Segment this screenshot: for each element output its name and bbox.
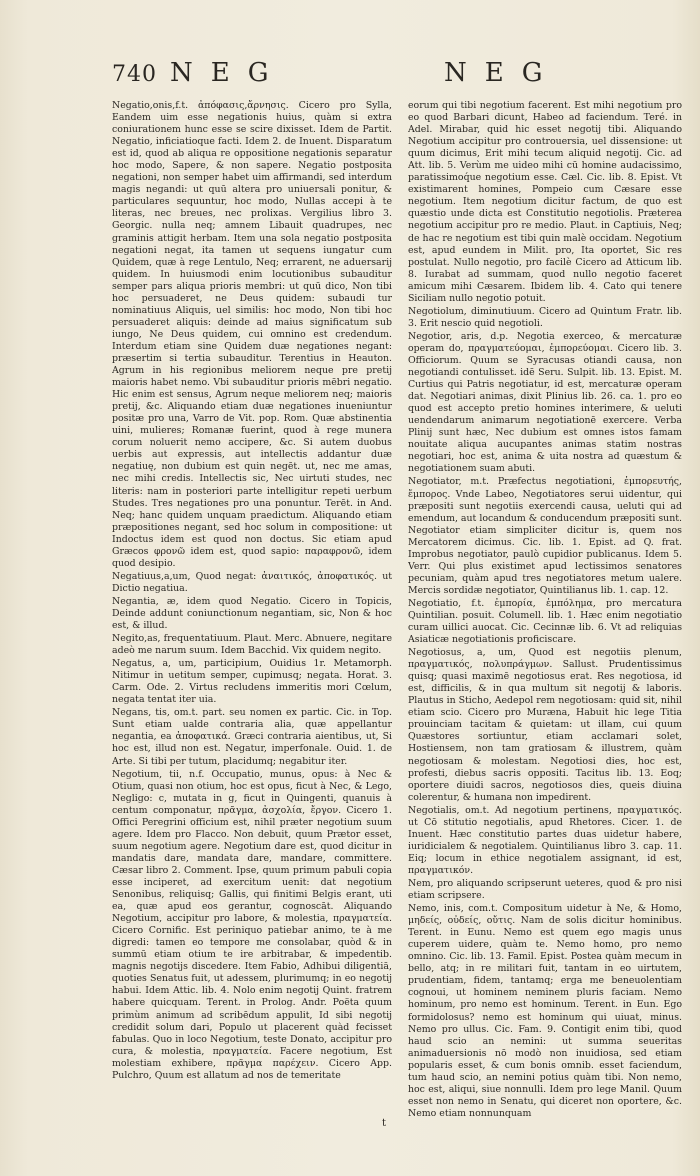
entry-nem: Nem, pro aliquando scripserunt ueteres, quod & pro nisi etiam scripsere.: [408, 878, 682, 902]
entry-negotiator: Negotiator, m.t. Præfectus negotiationi, ἐμπορευτής, ἔμπορος. Vnde Labeo, Negotiatores serui uidentur, qui præpositi sunt negotiis exercendi causa, ueluti qui ad emendum, aut locandum & conducendum præpositi sunt. Negotiator etiam simpliciter dicitur is, quem nos Mercatorem dicimus. Cic. lib. 1. Epist. ad Q. frat. Improbus negotiator, paulò cupidior publicanus. Idem 5. Verr. Qui plus existimet apud lectissimos senatores pecuniam, quàm apud tres negotiatores metum ualere. Mercis sordidæ negotiator, Quintilianus lib. 1. cap. 12.: [408, 476, 682, 596]
entry-nemo: Nemo, inis, com.t. Compositum uidetur à Ne, & Homo, μηδείς, οὐδείς, οὔτις. Nam de solis dicitur hominibus. Terent. in Eunu. Nemo est quem ego magis unus cuperem uidere, quàm te. Nemo homo, pro nemo omnino. Cic. lib. 13. Famil. Epist. Postea quàm mecum in bello, atq; in re militari fuit, tantam in eo uirtutem, prudentiam, fidem, tantamq; erga me beneuolentiam cognoui, ut hominem neminem pluris faciam. Nemo hominum, pro nemo est hominum. Terent. in Eun. Ego formidolosus? nemo est hominum qui uiuat, minus. Nemo pro ullus. Cic. Fam. 9. Contigit enim tibi, quod haud scio an nemini: ut summa seueritas animaduersionis nō modò non inuidiosa, sed etiam popularis esset, & cum bonis omnib. esset faciendum, tum haud scio, an nemini potius quàm tibi. Non nemo, hoc est, aliqui, siue nonnulli. Idem pro lege Manil. Quum esset non nemo in Senatu, qui diceret non oportere, &c. Nemo etiam nonnunquam: [408, 903, 682, 1119]
left-running-headword: NEG: [170, 58, 287, 88]
entry-negotior: Negotior, aris, d.p. Negotia exerceo, & mercaturæ operam do, πραγματεύομαι, ἐμπορεύομαι. Cicero lib. 3. Officiorum. Quum se Syracusas otiandi causa, non negotiandi contulisset. idē Seru. Sulpit. lib. 13. Epist. M. Curtius qui Patris negotiatur, id est, mercaturæ operam dat. Negotiari animas, dixit Plinius lib. 26. ca. 1. pro eo quod est accepto pretio homines interimere, & ueluti uendendarum animarum negotiationē exercere. Verba Plinij sunt hæc, Nec dubium est omnes istos famam nouitate aliqua aucupantes animas statim nostras negotiari, hoc est, anima & uita nostra ad quæstum & negotiationem suam abuti.: [408, 330, 682, 475]
entry-negatio: Negatio,onis,f.t. ἀπόφασις,ἄρνησις. Cicero pro Sylla, Eandem uim esse negationis huius, quàm si extra coniurationem hunc esse se scire dixisset. Idem de Partit. Negatio, inficiatioque facti. Idem 2. de Inuent. Disparatum est id, quod ab aliqua re oppositione negationis separatur hoc modo, Sapere, & non sapere. Negatio postposita negationi, non semper habet uim affirmandi, sed interdum magis negandi: ut quū altera pro uniuersali ponitur, & particulares sequuntur, hoc modo, Nullas accepi à te literas, nec breues, nec prolixas. Vergilius libro 3. Georgic. nulla neq; amnem Libauit quadrupes, nec graminis attigit herbam. Item una sola negatio postposita negationi negat, ita tamen ut sequens iungatur cum Quidem, quæ à rege Lentulo, Neq; errarent, ne aduersarij quidem. In huiusmodi enim locutionibus subauditur semper pars aliqua prioris membri: ut quū dico, Non tibi hoc persuaderet, ne Deus quidem: subaudi tur nominatiuus Aliquis, uel similis: hoc modo, Non tibi hoc persuaderet aliquis: deinde ad maius significatum sub iungo, Ne Deus quidem, cui omnino est credendum. Interdum etiam sine Quidem duæ negationes negant: præsertim si tertia subauditur. Terentius in Heauton. Agrum in his regionibus meliorem neque pre pretij maioris habet nemo. Vbi subauditur prioris mēbri negatio. Hic enim est sensus, Agrum neque meliorem neq; maioris pretij, &c. Aliquando etiam duæ negationes inueniuntur positæ pro una, Varro de Vit. pop. Rom. Quæ abstinentia uini, mulieres; Romanæ fuerint, quod à rege munera corum noluerit nemo accipere, &c. Si autem duobus uerbis aut expressis, aut intellectis addantur duæ negatiuę, non dubium est quin negēt. ut, nec me amas, nec mihi credis. Intellectis sic, Nec uirtuti studes, nec literis: nam in posteriori parte intelligitur repeti uerbum Studes. Tres negationes pro una ponuntur. Terēt. in And. Neq; hanc quidem unquam praedictum. Aliquando etiam præpositiones negant, sed hoc solum in compositione: ut Indoctus idem est quod non doctus. Sic etiam apud Græcos φρονῶ idem est, quod sapio: παραφρονῶ, idem quod desipio.: [112, 100, 392, 569]
right-column: [408, 100, 682, 1120]
left-column: [112, 100, 392, 1120]
entry-negotialis: Negotialis, om.t. Ad negotium pertinens, πραγματικός. ut Cō stitutio negotialis, apud Rhetores. Cicer. 1. de Inuent. Hæc constitutio partes duas uidetur habere, iuridicialem & negotialem. Quintilianus libro 3. cap. 11. Eiq; locum in ethice negotialem assignant, id est, πραγματικόν.: [408, 804, 682, 876]
entry-negantia: Negantia, æ, idem quod Negatio. Cicero in Topicis, Deinde addunt coniunctionum negantiam, sic, Non & hoc est, & illud.: [112, 595, 392, 632]
entry-negotium-continued: eorum qui tibi negotium facerent. Est mihi negotium pro eo quod Barbari dicunt, Habeo ad faciendum. Teré. in Adel. Mirabar, quid hic esset negotij tibi. Aliquando Negotium accipitur pro controuersia, uel dissensione: ut quum dicimus, Erit mihi tecum aliquid negotij. Cic. ad Att. lib. 5. Verùm me uideo mihi cū homine audacissimo, paratissimoq́ue negotium esse. Cæl. Cic. lib. 8. Epist. Vt existimarent homines, Pompeio cum Cæsare esse negotium. Item negotium dicitur factum, de quo est quæstio unde dicta est Constitutio negotiolis. Præterea negotium accipitur pro re medio. Plaut. in Captiuis, Neq; de hac re negotium est tibi quin malè occidam. Negotium est, apud eundem in Milit. pro, Ita oportet, Sic res postulat. Nullo negotio, pro facilè Cicero ad Atticum lib. 8. Iurabat ad summam, quod nullo negotio faceret amicum mihi Cæsarem. Ibidem lib. 4. Cato qui tenere Siciliam nullo negotio potuit.: [408, 100, 682, 304]
page-number: 740: [112, 62, 157, 87]
entry-negotiatio: Negotiatio, f.t. ἐμπορία, ἐμπόλημα, pro mercatura Quintilian. posuit. Columell. lib. 1. Hæc enim negotiatio curam uillici auocat. Cic. Cecinnæ lib. 6. Vt ad reliquias Asiaticæ negotiationis proficiscare.: [408, 597, 682, 646]
entry-negatus: Negatus, a, um, participium, Ouidius 1r. Metamorph. Nitimur in uetitum semper, cupimusq; negata. Horat. 3. Carm. Ode. 2. Virtus recludens immeritis mori Cœlum, negata tentat iter uia.: [112, 658, 392, 706]
entry-negans: Negans, tis, om.t. part. seu nomen ex partic. Cic. in Top. Sunt etiam ualde contraria alia, quæ appellantur negantia, ea ἀποφατικά. Græci contraria aientibus, ut, Si hoc est, illud non est. Negatur, imperfonale. Ouid. 1. de Arte. Si tibi per tutum, placidumq; negabitur iter.: [112, 707, 392, 767]
entry-negito: Negito,as, frequentatiuum. Plaut. Merc. Abnuere, negitare adeò me narum suum. Idem Bacchid. Vix quidem negito.: [112, 633, 392, 657]
signature-mark: t: [382, 1118, 387, 1129]
right-running-headword: NEG: [444, 58, 561, 88]
entry-negotium: Negotium, tii, n.f. Occupatio, munus, opus: à Nec & Otium, quasi non otium, hoc est opus, ficut à Nec, & Lego, Negligo: c, mutata in g, ficut in Quingenti, quanuis à centum componatur, πρᾶγμα, ἀσχολία, ἔργον. Cicero 1. Offici Peregrini officium est, nihil præter negotium suum agere. Idem pro Flacco. Non debuit, quum Prætor esset, suum negotium agere. Negotium dare est, quod dicitur in mandatis dare, mandata dare, mandare, committere. Cæsar libro 2. Comment. Ipse, quum primum pabuli copia esse inciperet, ad exercitum uenit: dat negotium Senonibus, reliquisq; Gallis, qui finitimi Belgis erant, uti ea, quæ apud eos gerantur, cognoscāt. Aliquando Negotium, accipitur pro labore, & molestia, πραγματεία. Cicero Cornific. Est periniquo patiebar animo, te à me digredi: tamen eo tempore me consolabar, quòd & in summū etiam otium te ire arbitrabar, & impedentib. magnis negotijs discedere. Item Fabio, Adhibui diligentiā, quoties Senatus fuit, ut adessem, plurimumq; in eo negotij habui. Idem Attic. lib. 4. Nolo enim negotij Quint. fratrem habere quicquam. Terent. in Prolog. Andr. Poëta quum primùm animum ad scribēdum appulit, Id sibi negotij credidit solum dari, Populo ut placerent quàd fecisset fabulas. Quo in loco Negotium, teste Donato, accipitur pro cura, & molestia, πραγματεία. Facere negotium, Est molestiam exhibere, πρᾶγμα παρέχειν. Cicero App. Pulchro, Quum est allatum ad nos de temeritate: [112, 768, 392, 1081]
page-header: [112, 58, 640, 94]
entry-negotiolum: Negotiolum, diminutiuum. Cicero ad Quintum Fratr. lib. 3. Erit nescio quid negotioli.: [408, 305, 682, 329]
entry-negatiuus: Negatiuus,a,um, Quod negat: ἀναιτικός, ἀποφατικός. ut Dictio negatiua.: [112, 570, 392, 594]
entry-negotiosus: Negotiosus, a, um, Quod est negotiis plenum, πραγματικός, πολυπράγμων. Sallust. Prudentissimus quisq; quasi maximē negotiosus erat. Res negotiosa, id est, difficilis, & in qua multum sit negotij & laboris. Plautus in Sticho, Aedepol rem negotiosam: quid sit, nihil etiam scio. Cicero pro Muræna, Habuit hic lege Titia prouinciam tacitam & quietam: ut illam, cui quum Quæstores sortiuntur, etiam acclamari solet, Hostiensem, non tam gratiosam & illustrem, quàm negotiosam & molestam. Negotiosi dies, hoc est, profesti, diebus sacris oppositi. Tacitus lib. 13. Eoq; oportere diuidi sacros, negotiosos dies, queis diuina colerentur, & humana non impedirent.: [408, 647, 682, 803]
